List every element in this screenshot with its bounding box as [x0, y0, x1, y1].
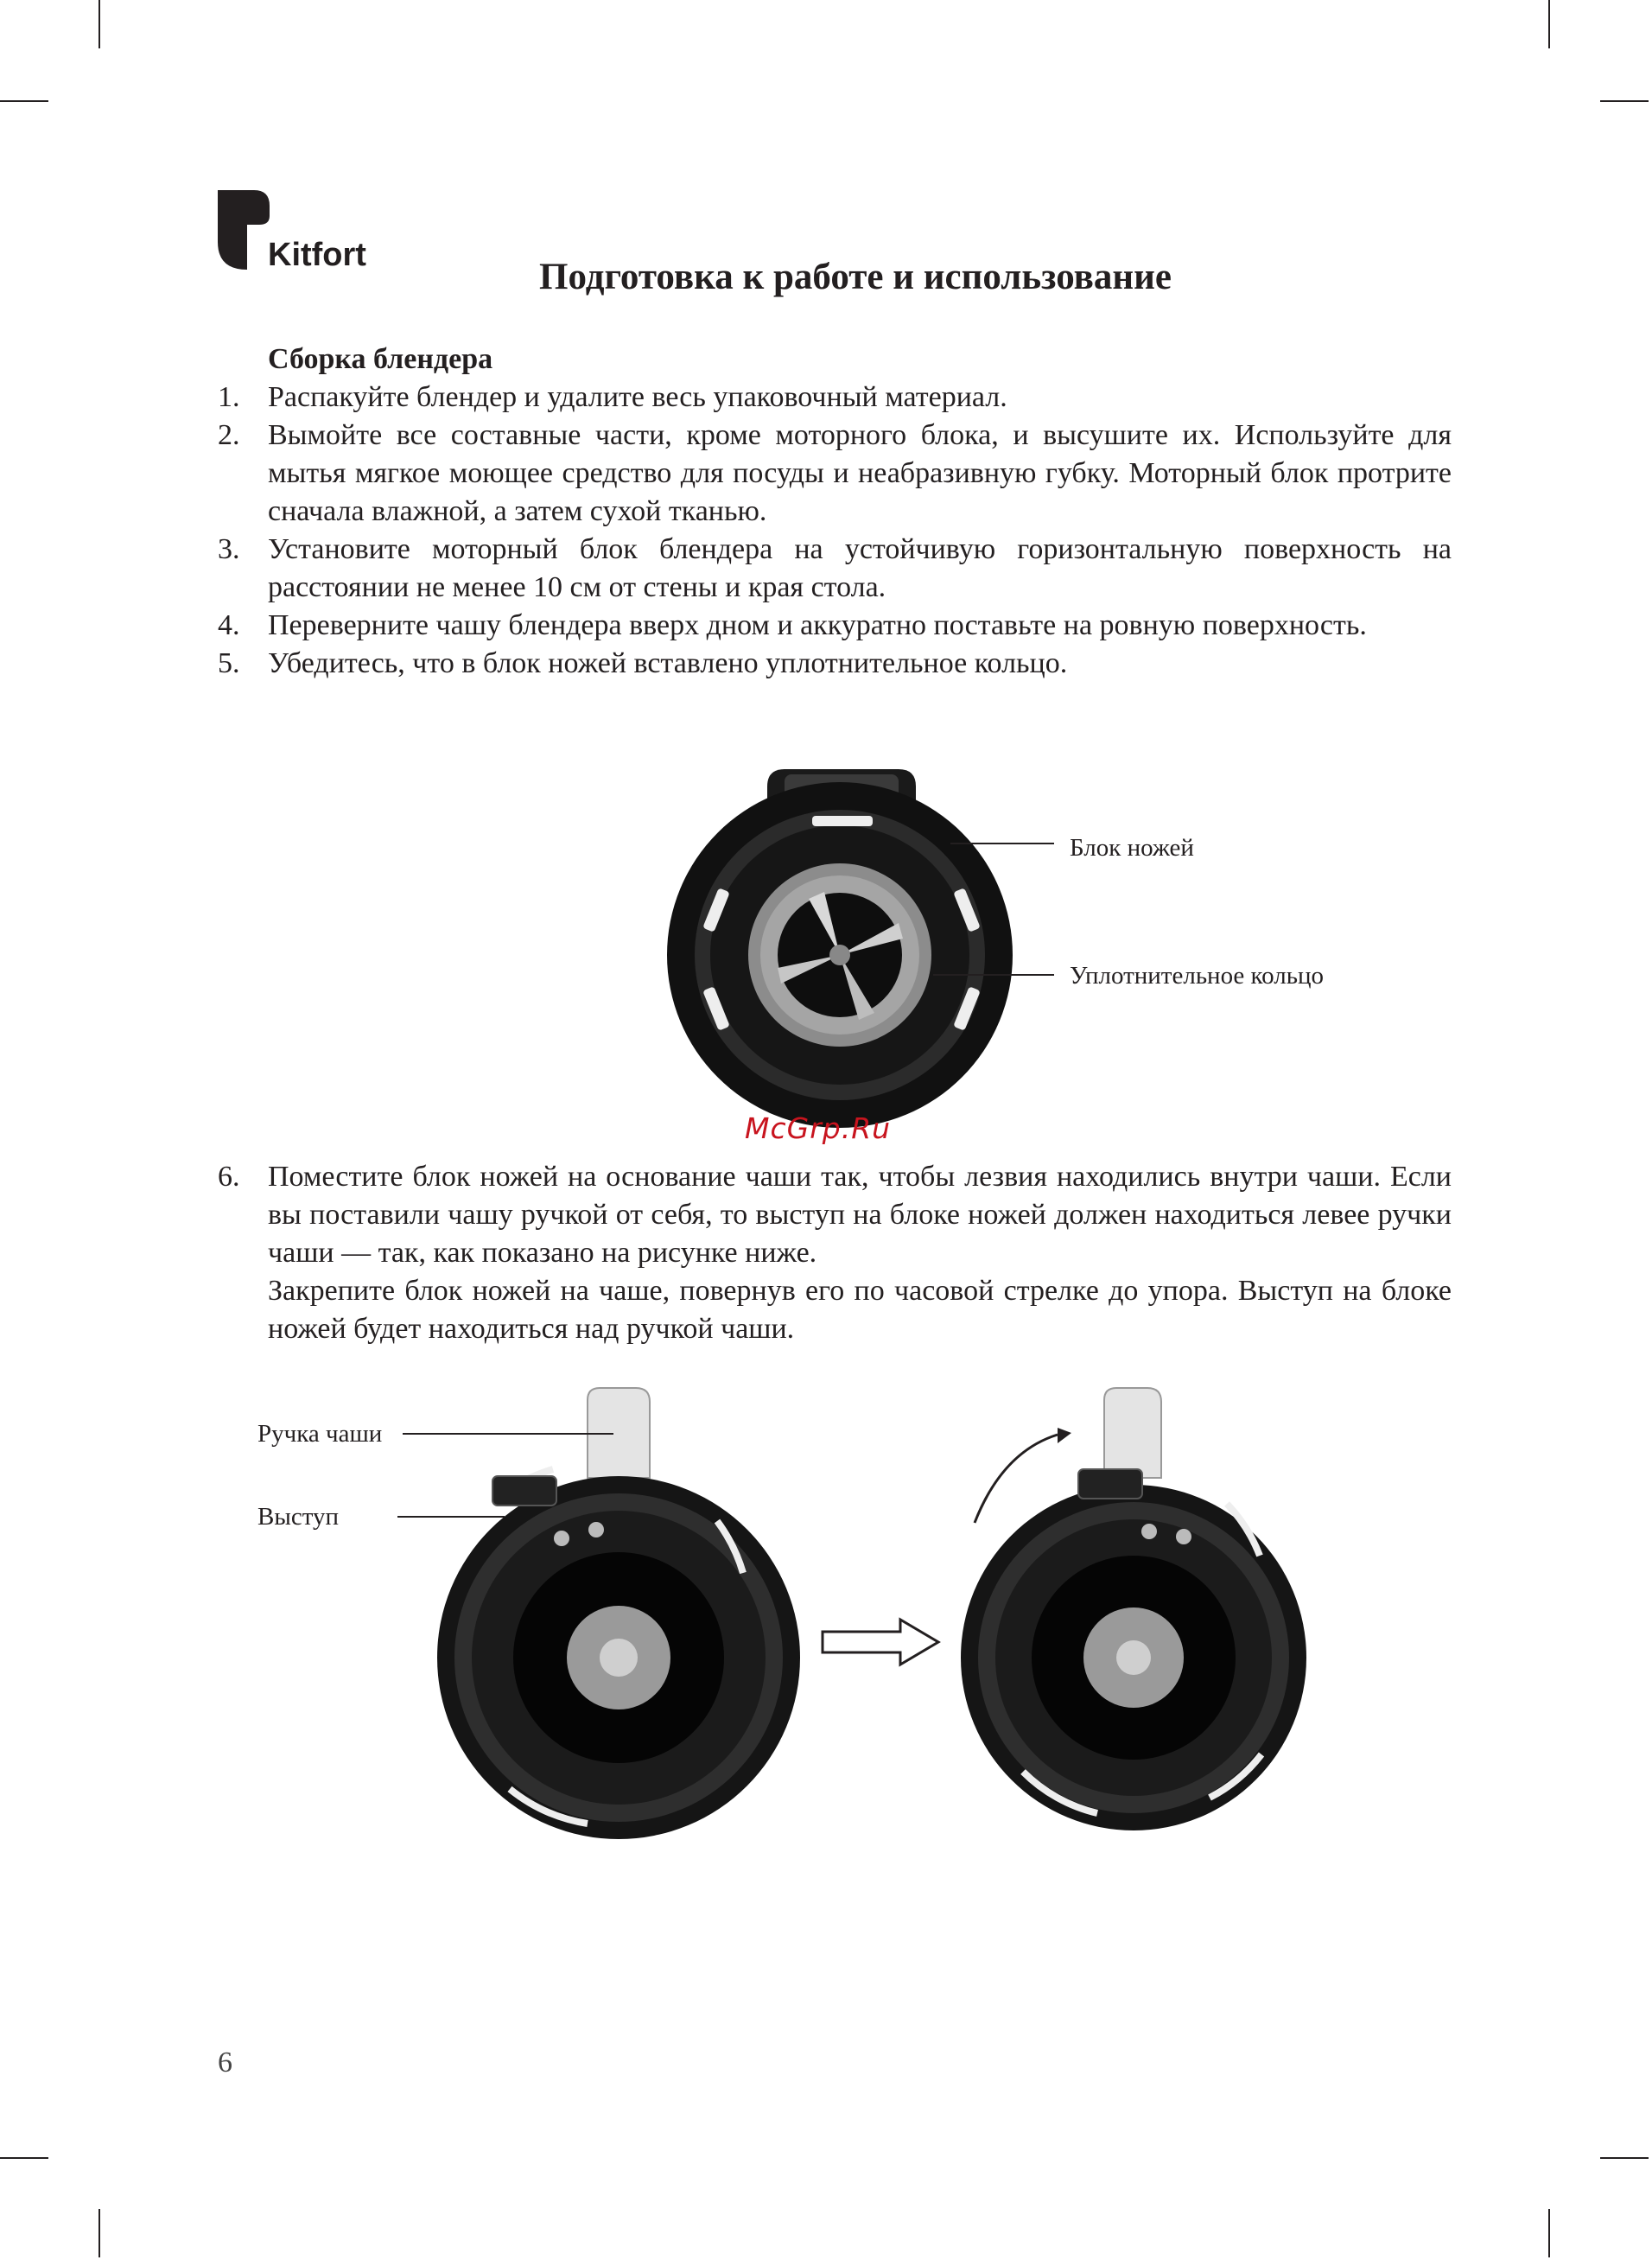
list-item — [218, 379, 1452, 417]
step-number: 5. — [218, 647, 240, 679]
step-number: 3. — [218, 533, 240, 565]
list-item — [218, 531, 1452, 607]
step-text: Установите моторный блок блендера на устойчивую горизонтальную поверхность на расстоянии не менее 10 см от стены и края стола. — [268, 533, 1452, 603]
step-text: Поместите блок ножей на основание чаши так, чтобы лезвия находились внутри чаши. Если вы поставили чашу ручкой от себя, то выступ на блоке ножей должен находиться левее ручки чаши — так, как показано на рисунке ниже. — [268, 1161, 1452, 1269]
bowl-base-after-photo — [950, 1383, 1331, 1867]
crop-mark — [98, 0, 100, 48]
page-title: Подготовка к работе и использование — [539, 257, 1172, 297]
label-blade-block: Блок ножей — [1070, 834, 1194, 862]
steps-list — [218, 379, 1452, 683]
page-number: 6 — [218, 2047, 232, 2079]
logo-text: Kitfort — [268, 237, 366, 273]
callout-lines — [397, 1426, 622, 1530]
step-number: 6. — [218, 1161, 240, 1193]
step-text-continued: Закрепите блок ножей на чаше, повернув его по часовой стрелке до упора. Выступ на блоке ножей будет находиться над ручкой чаши. — [268, 1275, 1452, 1345]
section-heading: Сборка блендера — [268, 343, 493, 375]
list-item — [218, 417, 1452, 531]
step-number: 4. — [218, 609, 240, 641]
step-6 — [218, 1158, 1452, 1348]
step-number: 2. — [218, 419, 240, 451]
step-number: 1. — [218, 381, 240, 413]
crop-mark — [0, 2157, 48, 2159]
label-tab: Выступ — [257, 1503, 340, 1531]
kitfort-logo-icon — [218, 190, 270, 270]
arrow-right-icon — [821, 1616, 942, 1668]
step-text: Вымойте все составные части, кроме моторного блока, и высушите их. Используйте для мытья мягкое моющее средство для посуды и неабразивную губку. Моторный блок протрите сначала влажной, а затем сухой тканью. — [268, 419, 1452, 527]
crop-mark — [1600, 2157, 1649, 2159]
blade-block-photo — [639, 761, 1054, 1141]
brand-logo — [218, 190, 391, 277]
watermark: McGrp.Ru — [745, 1111, 892, 1145]
crop-mark — [98, 2209, 100, 2257]
step-text: Убедитесь, что в блок ножей вставлено уплотнительное кольцо. — [268, 647, 1068, 679]
crop-mark — [1548, 2209, 1550, 2257]
list-item — [218, 1158, 1452, 1272]
crop-mark — [1600, 100, 1649, 102]
label-bowl-handle: Ручка чаши — [257, 1420, 383, 1448]
step-text: Распакуйте блендер и удалите весь упаковочный материал. — [268, 381, 1007, 413]
label-seal-ring: Уплотнительное кольцо — [1070, 962, 1324, 990]
crop-mark — [1548, 0, 1550, 48]
step-text: Переверните чашу блендера вверх дном и аккуратно поставьте на ровную поверхность. — [268, 609, 1367, 641]
list-item — [218, 645, 1452, 683]
crop-mark — [0, 100, 48, 102]
list-item — [218, 607, 1452, 645]
